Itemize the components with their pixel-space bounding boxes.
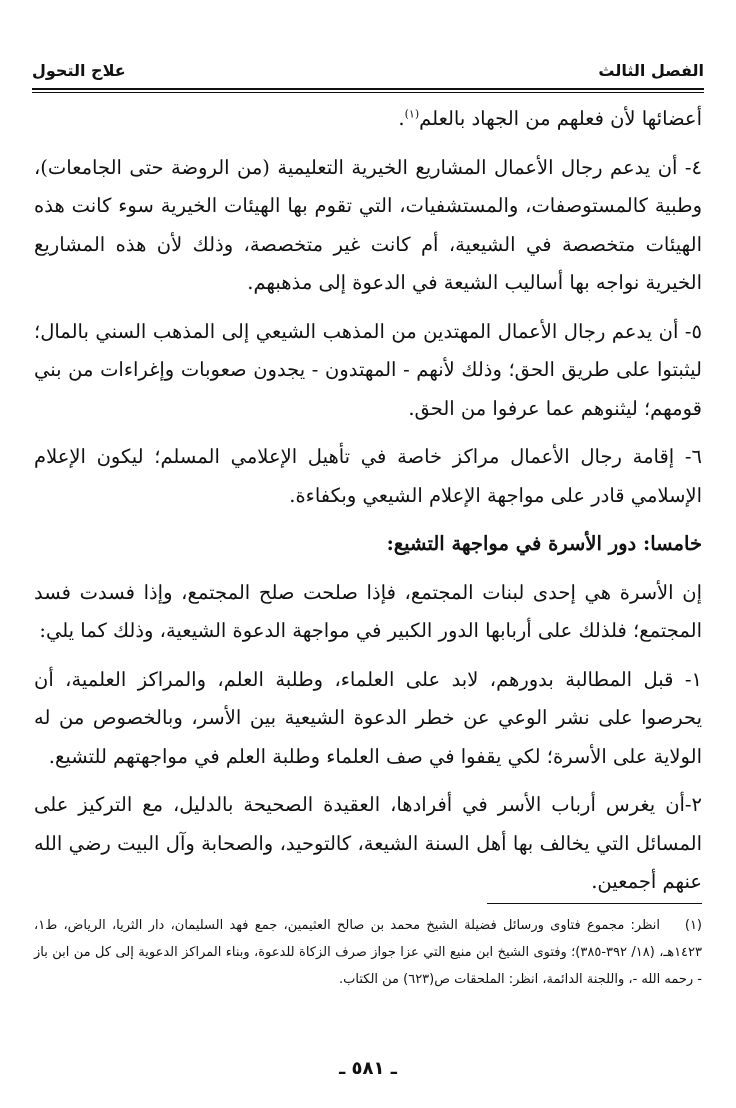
section-title: علاج التحول — [32, 60, 126, 80]
section-heading: خامسا: دور الأسرة في مواجهة التشيع: — [386, 532, 702, 555]
footnote-reference: (١) — [404, 107, 420, 121]
paragraph-continuation: أعضائها لأن فعلهم من الجهاد بالعلم$^{(١)}$. — [398, 107, 702, 130]
paragraph-item-2: ٢-أن يغرس أرباب الأسر في أفرادها، العقيدة الصحيحة بالدليل، مع التركيز على المسائل التي يخالف بها أهل السنة الشيعة، كالتوحيد، والصحابة وآل البيت رضي الله عنهم أجمعين. — [34, 793, 702, 893]
footnote-divider — [487, 903, 702, 904]
footnote-text: انظر: مجموع فتاوى ورسائل فضيلة الشيخ محمد بن صالح العثيمين، جمع فهد السليمان، دار الثريا، الرياض، ط١، ١٤٢٣هـ، (١٨/ ٣٩٢-٣٨٥)؛ وفتوى الشيخ ابن منيع التي عزا جواز صرف الزكاة للدعوة، وبناء المراكز الدعوية إلى كل من ابن باز - رحمه الله -، واللجنة الدائمة، انظر: الملحقات ص(٦٢٣) من الكتاب. — [34, 918, 702, 987]
paragraph-text: أعضائها لأن فعلهم من الجهاد بالعلم — [419, 107, 702, 130]
paragraph-item-4: ٤- أن يدعم رجال الأعمال المشاريع الخيرية التعليمية (من الروضة حتى الجامعات)، وطبية كالمستوصفات، والمستشفيات، التي تقوم بها الهيئات الخيرية سوء كانت هذه الهيئات متخصصة في الشيعية، أم كانت غير متخصصة، وذلك لأن هذه المشاريع الخيرية نواجه بها أساليب الشيعة في الدعوة إلى مذهبهم. — [34, 155, 702, 294]
footnote-number: (١) — [684, 918, 702, 933]
main-text — [34, 100, 702, 902]
chapter-title: الفصل الثالث — [598, 60, 704, 80]
running-header — [32, 56, 704, 84]
paragraph-item-6: ٦- إقامة رجال الأعمال مراكز خاصة في تأهيل الإعلامي المسلم؛ ليكون الإعلام الإسلامي قادر على مواجهة الإعلام الشيعي وبكفاءة. — [34, 445, 702, 507]
paragraph-intro: إن الأسرة هي إحدى لبنات المجتمع، فإذا صلحت صلح المجتمع، وإذا فسدت فسد المجتمع؛ فلذلك على أربابها الدور الكبير في مواجهة الدعوة الشيعية، وذلك كما يلي: — [34, 580, 702, 642]
header-divider — [32, 88, 704, 93]
footnote — [34, 912, 702, 993]
paragraph-item-5: ٥- أن يدعم رجال الأعمال المهتدين من المذهب الشيعي إلى المذهب السني بالمال؛ ليثبتوا على طريق الحق؛ وذلك لأنهم - المهتدون - يجدون صعوبات وإغراءات من بني قومهم؛ ليثنوهم عما عرفوا من الحق. — [34, 319, 702, 420]
paragraph-item-1: ١- قبل المطالبة بدورهم، لابد على العلماء، وطلبة العلم، والمراكز العلمية، أن يحرصوا على نشر الوعي عن خطر الدعوة الشيعية بين الأسر، وبالخصوص من له الولاية على الأسرة؛ لكي يقفوا في صف العلماء وطلبة العلم في مواجهتهم للتشيع. — [34, 667, 702, 768]
page-number: ـ ٥٨١ ـ — [339, 1058, 397, 1079]
